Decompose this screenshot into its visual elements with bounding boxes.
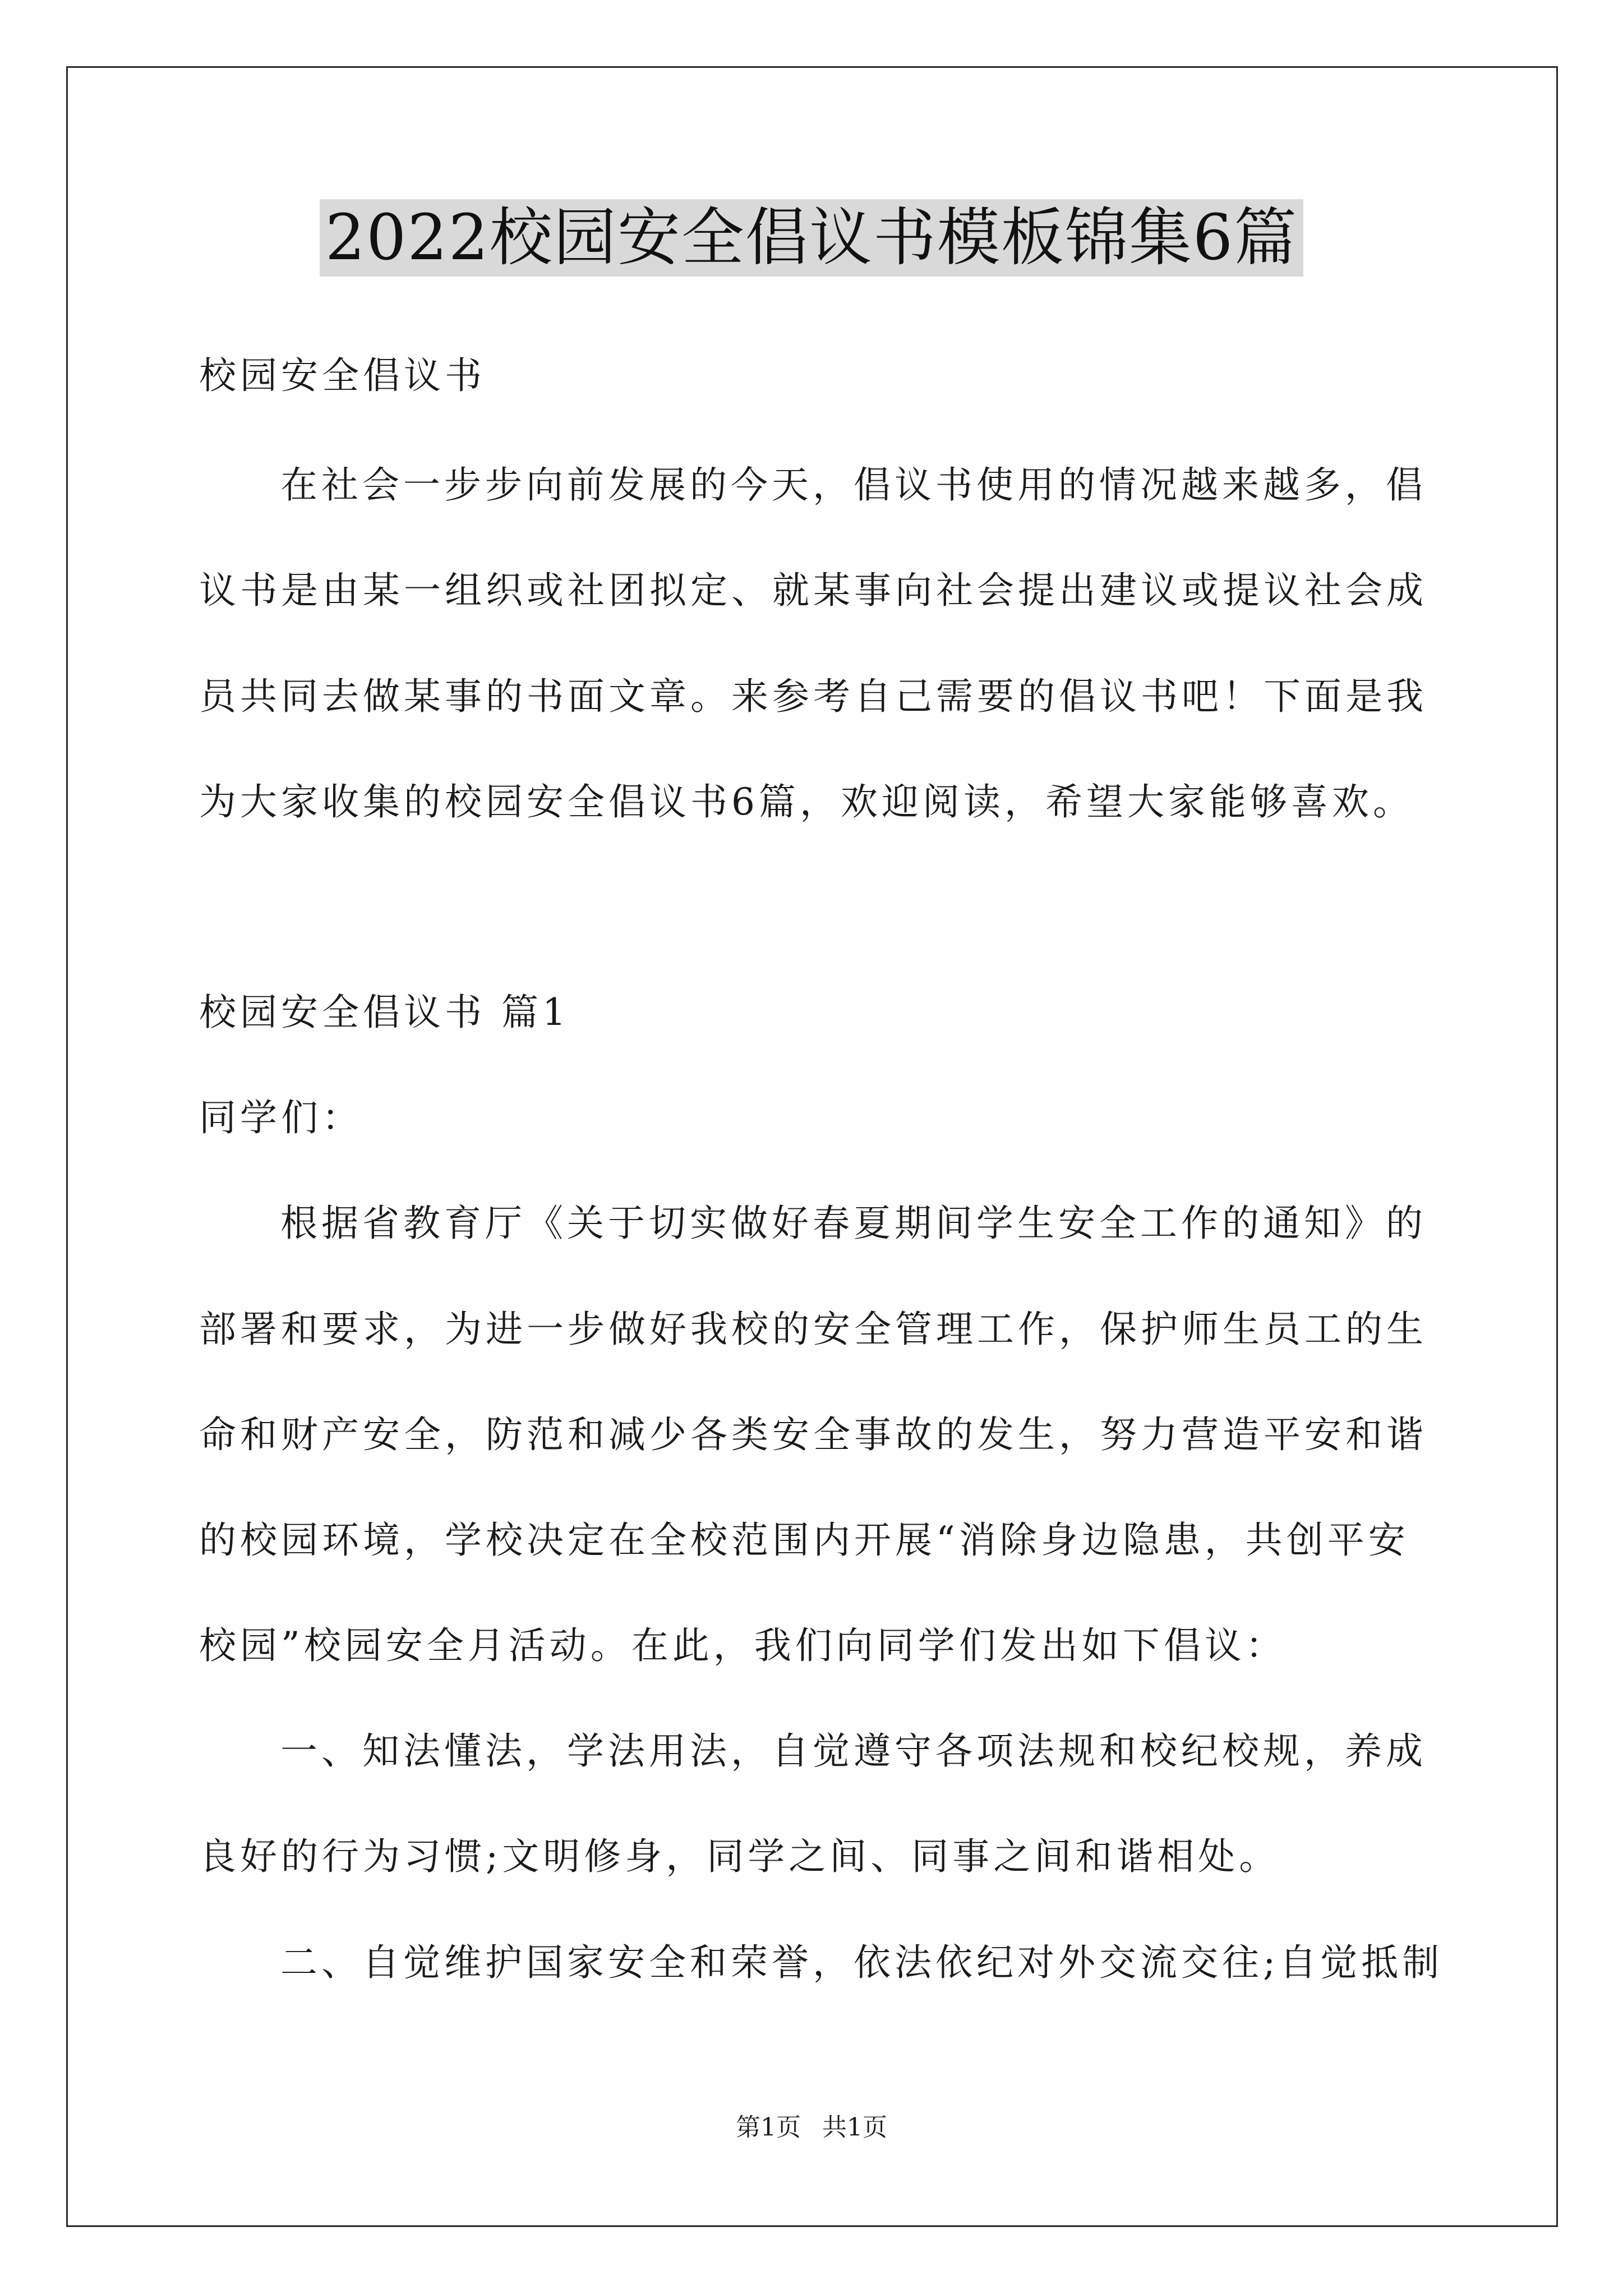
paragraph-line: 员共同去做某事的书面文章。来参考自己需要的倡议书吧！下面是我 [199,675,1427,718]
page-number: 第1页 [736,2113,801,2142]
paragraph-line: 二、自觉维护国家安全和荣誉，依法依纪对外交流交往;自觉抵制 [280,1941,1444,1984]
paragraph-line: 部署和要求，为进一步做好我校的安全管理工作，保护师生员工的生 [199,1308,1427,1351]
paragraph-line: 在社会一步步向前发展的今天，倡议书使用的情况越来越多，倡 [280,463,1427,507]
document-title: 2022校园安全倡议书模板锦集6篇 [320,199,1303,277]
title-container [0,199,1623,277]
paragraph-line: 为大家收集的校园安全倡议书6篇，欢迎阅读，希望大家能够喜欢。 [199,780,1414,823]
salutation: 同学们： [199,1096,363,1139]
paragraph-line: 议书是由某一组织或社团拟定、就某事向社会提出建议或提议社会成 [199,569,1427,612]
paragraph-line: 根据省教育厅《关于切实做好春夏期间学生安全工作的通知》的 [280,1202,1427,1245]
paragraph-line: 一、知法懂法，学法用法，自觉遵守各项法规和校纪校规，养成 [280,1729,1427,1773]
paragraph-line: 的校园环境，学校决定在全校范围内开展“消除身边隐患，共创平安 [199,1519,1409,1562]
paragraph-line: 命和财产安全，防范和减少各类安全事故的发生，努力营造平安和谐 [199,1413,1427,1456]
page-footer [0,2112,1623,2143]
paragraph-line: 校园”校园安全月活动。在此，我们向同学们发出如下倡议： [199,1624,1287,1667]
section-heading: 校园安全倡议书 [199,354,486,397]
section-heading: 校园安全倡议书 篇1 [199,991,570,1034]
paragraph-line: 良好的行为习惯;文明修身，同学之间、同事之间和谐相处。 [199,1835,1280,1878]
page-total: 共1页 [822,2113,887,2142]
